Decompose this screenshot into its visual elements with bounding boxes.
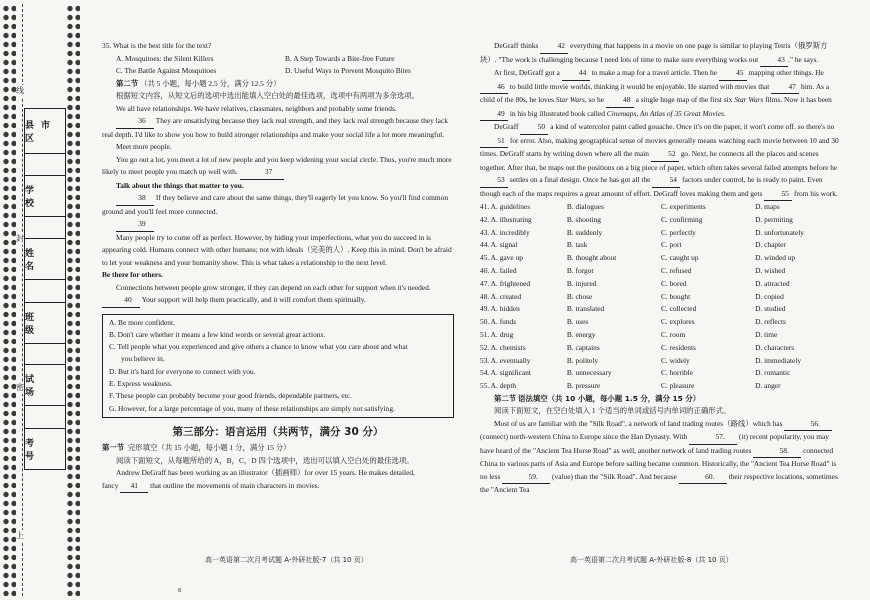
- paragraph-text: settles on a final design. Once he has got all the: [509, 175, 651, 184]
- left-column: [102, 40, 454, 493]
- info-box-exam-number[interactable]: [24, 428, 66, 470]
- answer-option[interactable]: C. confirming: [660, 214, 703, 224]
- box-option: you believe in.: [121, 354, 165, 364]
- blank-53[interactable]: 53: [480, 174, 508, 188]
- section-score: 完形填空（共 15 小题，每小题 1 分，满分 15 分）: [127, 443, 291, 453]
- answer-option[interactable]: B. pressure: [566, 381, 601, 391]
- question-35-options: [102, 53, 454, 78]
- question-35-stem: 35. What is the best title for the text?: [102, 41, 212, 50]
- cloze-paragraph: [480, 121, 842, 201]
- blank-50[interactable]: 50: [520, 121, 548, 135]
- blank-59[interactable]: 59.: [502, 471, 550, 485]
- answer-option[interactable]: D. unfortunately: [755, 227, 804, 237]
- answer-option[interactable]: B. translated: [566, 304, 605, 314]
- blank-57[interactable]: 57.: [689, 431, 737, 445]
- paragraph-text: , so he: [584, 95, 604, 104]
- answer-option[interactable]: C. bought: [660, 291, 691, 301]
- paragraph-text: (it) recent popularity, you may have heard of the "Ancient Tea Horse Road" as well, another network of land trading routes: [480, 432, 829, 455]
- blank-52[interactable]: 52: [651, 148, 679, 162]
- grammar-paragraph: [480, 418, 842, 497]
- paragraph-text: Most of us are familiar with the "Silk Road", a network of land trading routes（路线）which has: [494, 418, 783, 428]
- section-1-header: [102, 442, 454, 455]
- blank-47[interactable]: 47: [771, 81, 799, 95]
- answer-option[interactable]: C. residents: [660, 342, 696, 352]
- passage-paragraph: [102, 154, 454, 180]
- right-column: [480, 40, 842, 497]
- answer-option[interactable]: B. unnecessary: [566, 368, 612, 378]
- options-box: [102, 314, 454, 418]
- answer-option[interactable]: 43. A. incredibly: [480, 227, 530, 237]
- blank-49[interactable]: 49: [480, 108, 508, 122]
- passage-paragraph: [102, 192, 454, 218]
- answer-option[interactable]: 42. A. illustrating: [480, 214, 532, 224]
- info-label: 县市区: [25, 120, 58, 143]
- answer-option[interactable]: 45. A. gave up: [480, 253, 523, 263]
- passage-paragraph: [102, 480, 454, 494]
- box-option: E. Express weakness.: [109, 378, 173, 388]
- cut-word: 密: [16, 383, 24, 392]
- option-c[interactable]: C. The Battle Against Mosquitoes: [116, 66, 217, 75]
- page-footer-left: 高一英语第二次月考试题 A-外研社版-7（共 10 页）: [205, 556, 368, 564]
- answer-option[interactable]: B. captains: [566, 342, 600, 352]
- cut-word: 封: [16, 234, 24, 243]
- cloze-paragraph: [480, 40, 842, 67]
- answer-option[interactable]: B. injured: [566, 278, 597, 288]
- subheading: Talk about the things that matter to you.: [116, 180, 244, 190]
- answer-option[interactable]: 55. A. depth: [480, 381, 517, 391]
- answer-option[interactable]: D. time: [755, 329, 778, 339]
- box-option: D. But it's hard for everyone to connect with you.: [109, 366, 256, 376]
- answer-option[interactable]: D. romantic: [755, 368, 791, 378]
- blank-42[interactable]: 42: [540, 40, 568, 54]
- paragraph-text: ." he says.: [788, 54, 819, 64]
- answer-option[interactable]: D. characters: [755, 342, 795, 352]
- section-2-instructions: 根据短文内容，从短文后的选项中选出能填入空白处的最佳选项，选项中有两项为多余选项。: [116, 91, 420, 100]
- option-row: [480, 214, 842, 227]
- answer-option[interactable]: D. chapter: [755, 240, 786, 250]
- answer-option[interactable]: B. forgot: [566, 265, 594, 275]
- answer-option[interactable]: C. widely: [660, 355, 690, 365]
- answer-option[interactable]: C. pleasure: [660, 381, 695, 391]
- option-row: [480, 239, 842, 252]
- answer-option[interactable]: 47. A. frightened: [480, 278, 531, 288]
- option-row: [480, 265, 842, 278]
- answer-option[interactable]: D. wished: [755, 265, 786, 275]
- box-option: G. However, for a large percentage of you, many of these relationships are simply not satisfying.: [109, 403, 395, 413]
- paragraph-text: (value) than the "Silk Road". And because: [552, 471, 677, 481]
- paragraph-text: mapping other things. He: [748, 68, 824, 77]
- blank-38[interactable]: 38: [116, 192, 154, 206]
- grammar-instructions: 阅读下面短文，在空白处填入 1 个适当的单词或括号内单词的正确形式。: [494, 406, 731, 416]
- paragraph-text: factors under control, he is ready to paint. Even though each of the maps requires a great amount of effort. DeGraff loves making them and gets: [480, 175, 823, 198]
- box-option: A. Be more confident.: [109, 317, 175, 327]
- info-box-class[interactable]: [24, 302, 66, 344]
- option-row: [480, 278, 842, 291]
- answer-option[interactable]: C. perfectly: [660, 227, 696, 237]
- info-box-school[interactable]: [24, 175, 66, 217]
- blank-51[interactable]: 51: [480, 135, 508, 149]
- paragraph-text: Connections between people grow stronger, if they can depend on each other for support when it's needed.: [116, 282, 431, 292]
- paragraph-text: At first, DeGraff got a: [494, 68, 560, 77]
- answer-option[interactable]: 50. A. funds: [480, 317, 517, 327]
- book-title: Cinemaps, An Atlas of 35 Great Movies: [606, 108, 724, 118]
- perforation-dots-inner: [66, 4, 80, 596]
- paragraph-text: (connect) north-western China to Europe since the Han Dynasty. With: [480, 432, 688, 442]
- passage-paragraph: [102, 115, 454, 141]
- paragraph-text: You go out a lot, you meet a lot of new people and you keep widening your social circle. Thus, you're much more likely to meet people you match up well with.: [102, 154, 452, 176]
- option-row: [480, 380, 842, 393]
- answer-option[interactable]: 51. A. drug: [480, 329, 514, 339]
- blank-46[interactable]: 46: [480, 81, 508, 95]
- paragraph-text: Star Wars: [555, 95, 585, 104]
- answer-option[interactable]: 53. A. eventually: [480, 355, 531, 365]
- passage-paragraph: Many people try to come off as perfect. However, by hiding your imperfections, what you do succeed in is appearing cold. Humans connect with other humans; not with ideals（完美的人）. Keep this in mind. Don't be afraid to let your weakness and your humanity show. This is what takes a relationship to the next level.: [102, 232, 452, 267]
- blank-55[interactable]: 55: [764, 188, 792, 202]
- answer-option[interactable]: C. horrible: [660, 368, 694, 378]
- paragraph-text: everything that happens in a movie on one page is similar to playing Tetris（俄罗斯方块）. "The work is challenging because I need lots of time to make sure everything works out: [480, 41, 828, 64]
- paragraph-text: in his big illustrated book called: [509, 108, 605, 118]
- info-label: 考 号: [25, 438, 42, 461]
- perforation-dots-outer: [2, 4, 16, 596]
- paragraph-text: from his work.: [794, 188, 838, 198]
- section-score: （共 5 小题，每小题 2.5 分，满分 12.5 分）: [140, 78, 281, 88]
- answer-option[interactable]: 44. A. signal: [480, 240, 518, 250]
- answer-option[interactable]: B. energy: [566, 329, 596, 339]
- paragraph-text: They are unsatisfying because they lack real strength, and they lack real strength because they lack real depth. I'd like to show you how to build stronger relationships and make your social life a lot more meaningful.: [102, 116, 448, 139]
- answer-option[interactable]: D. permiting: [755, 214, 793, 224]
- blank-37[interactable]: 37: [240, 166, 284, 180]
- paragraph-text: for error. Also, making geographical sense of movies generally means watching each movie between 10 and 30 times. DeGraff starts by writing down where all the main: [480, 135, 839, 158]
- paragraph-text: a single huge map of the first six: [635, 95, 733, 104]
- answer-option[interactable]: B. task: [566, 240, 588, 250]
- answer-option[interactable]: B. thought about: [566, 253, 617, 263]
- answer-option[interactable]: B. suddenly: [566, 227, 603, 237]
- paragraph-text: DeGraff: [494, 122, 519, 131]
- answer-option[interactable]: 49. A. hidden: [480, 304, 520, 314]
- info-box-exam-room[interactable]: [24, 364, 66, 406]
- binding-margin: [0, 0, 80, 600]
- option-row: [480, 252, 842, 265]
- option-row: [480, 329, 842, 342]
- cloze-options: [480, 201, 842, 393]
- section-1-instructions: 阅读下面短文，从每题所给的 A，B，C，D 四个选项中，选出可以填入空白处的最佳选项。: [116, 455, 414, 465]
- paragraph-text: DeGraff thinks: [494, 41, 539, 50]
- option-row: [480, 342, 842, 355]
- info-label: 姓 名: [25, 248, 42, 271]
- paragraph-text: Your support will help them practically, and it will comfort them spiritually.: [141, 295, 366, 304]
- answer-option[interactable]: B. chose: [566, 291, 593, 301]
- info-box-name[interactable]: [24, 238, 66, 280]
- answer-option[interactable]: 48. A. created: [480, 291, 522, 301]
- blank-48[interactable]: 48: [606, 94, 634, 108]
- blank-54[interactable]: 54: [652, 174, 680, 188]
- answer-option[interactable]: 41. A. guidelines: [480, 202, 531, 211]
- passage-paragraph: [102, 218, 454, 232]
- answer-option[interactable]: C. collected: [660, 304, 697, 314]
- answer-option[interactable]: D. winded up: [755, 253, 796, 263]
- cut-word: 线: [16, 86, 24, 95]
- paragraph-text: films. Now it has been: [765, 95, 832, 104]
- paragraph-text: fancy: [102, 480, 119, 490]
- answer-option[interactable]: 54. A. significant: [480, 368, 531, 378]
- answer-option[interactable]: D. copied: [755, 291, 784, 301]
- answer-option[interactable]: B. shooting: [566, 214, 601, 224]
- section-2-header: [102, 78, 454, 91]
- answer-option[interactable]: C. caught up: [660, 253, 699, 263]
- answer-option[interactable]: D. anger: [755, 381, 781, 391]
- subheading: Be there for others.: [102, 270, 163, 279]
- blank-40[interactable]: 40: [102, 294, 140, 308]
- paragraph-text: him. As a child of the 80s, he loves: [480, 81, 830, 104]
- page-mark: 8: [178, 588, 181, 594]
- option-row: [480, 355, 842, 368]
- answer-option[interactable]: 52. A. chemists: [480, 342, 526, 352]
- blank-58[interactable]: 58.: [753, 445, 801, 459]
- blank-44[interactable]: 44: [562, 67, 590, 81]
- page-footer-right: 高一英语第二次月考试题 A-外研社版-8（共 10 页）: [570, 556, 733, 564]
- answer-option[interactable]: D. immediately: [755, 355, 802, 365]
- paragraph-text: go. Next, he connects all the places and scenes together. After that, he maps out the positions on a big piece of paper, which often takes several failed attempts before he: [480, 149, 838, 172]
- option-row: [480, 201, 842, 214]
- paragraph-text: that outline the movements of main characters in movies.: [150, 480, 320, 490]
- cut-word: 上: [16, 531, 24, 540]
- box-option: F. These people can probably become your good friends, dependable partners, etc.: [109, 391, 352, 401]
- cloze-paragraph: At first, DeGraff got a 44 to make a map for a travel article. Then he 45 mapping other things. He 46 to build little movie worlds, thinking it would be enjoyable. He started with movies that 47 him. As a child of the 80s, he loves Star Wars, so he 48 a single huge map of the first six Star Wars films. Now it has been 49 in his big illustrated book called Cinemaps, An Atlas of 35 Great Movies.: [480, 67, 842, 121]
- answer-option[interactable]: B. uses: [566, 317, 589, 327]
- info-label: 学 校: [25, 185, 42, 208]
- answer-option[interactable]: D. studied: [755, 304, 786, 314]
- section-title: 第二节: [494, 393, 517, 403]
- option-d[interactable]: D. Useful Ways to Prevent Mosquito Bites: [285, 66, 411, 75]
- blank-43[interactable]: 43: [760, 54, 788, 68]
- answer-option[interactable]: B. dialogues: [566, 202, 604, 211]
- paragraph-text: connected China to various parts of Asia and Europe before sailing became common. Historically, the "Ancient Tea Horse Road" is no less: [480, 445, 837, 481]
- blank-60[interactable]: 60.: [679, 471, 727, 485]
- box-option: C. Tell people what you experienced and give others a chance to know what you care about and what: [109, 342, 408, 352]
- section-score: 语法填空（共 10 小题，每小题 1.5 分，满分 15 分）: [518, 393, 701, 403]
- answer-option[interactable]: C. bored: [660, 278, 687, 288]
- section-title: 第二节: [116, 78, 139, 88]
- info-label: 试 场: [25, 374, 42, 397]
- section-title: 第一节: [102, 443, 125, 453]
- answer-option[interactable]: C. port: [660, 240, 682, 250]
- paragraph-text: Star Wars: [734, 95, 764, 104]
- answer-option[interactable]: D. attracted: [755, 278, 790, 288]
- answer-option[interactable]: D. reflects: [755, 317, 786, 327]
- info-box-county[interactable]: [24, 108, 66, 154]
- option-a[interactable]: A. Mosquitoes: the Silent Killers: [116, 53, 214, 63]
- answer-option[interactable]: C. room: [660, 329, 686, 339]
- box-option: B. Don't care whether it means a few kind words or several great actions.: [109, 329, 326, 339]
- option-row: [480, 303, 842, 316]
- grammar-section-header: [480, 393, 842, 406]
- blank-36[interactable]: 36: [116, 115, 154, 129]
- blank-41[interactable]: 41: [120, 480, 148, 494]
- passage-paragraph: We all have relationships. We have relatives, classmates, neighbors and probably some friends.: [116, 103, 397, 113]
- paragraph-text: to make a map for a travel article. Then he: [591, 68, 717, 77]
- option-row: [480, 291, 842, 304]
- option-row: [480, 367, 842, 380]
- part-3-title: 第三部分：语言运用（共两节，满分 30 分）: [172, 425, 384, 438]
- answer-option[interactable]: C. refused: [660, 265, 692, 275]
- info-label: 班 级: [25, 312, 42, 335]
- answer-option[interactable]: 46. A. failed: [480, 265, 517, 275]
- answer-option[interactable]: D. maps: [755, 202, 780, 211]
- option-row: [480, 316, 842, 329]
- option-row: [480, 227, 842, 240]
- blank-56[interactable]: 56.: [784, 418, 832, 432]
- paragraph-text: If they believe and care about the same things, they'll eagerly let you know. So you'll find common ground and you'll feel more connected.: [102, 193, 449, 216]
- paragraph-text: their respective locations, sometimes the "Ancient Tea: [480, 471, 838, 495]
- option-b[interactable]: B. A Step Towards a Bite-free Future: [285, 53, 395, 63]
- blank-39[interactable]: 39: [116, 218, 154, 232]
- answer-option[interactable]: C. experiments: [660, 202, 706, 211]
- subheading: Meet more people.: [116, 142, 172, 151]
- paragraph-text: a kind of watercolor paint called gouache. Once it's on the paper, it won't come off. so there's no: [550, 122, 835, 131]
- passage-paragraph: [102, 282, 454, 308]
- passage-paragraph: Andrew DeGraff has been working as an illustrator（插画师）for over 15 years. He makes detailed,: [116, 468, 415, 478]
- answer-option[interactable]: B. politely: [566, 355, 599, 365]
- answer-option[interactable]: C. explores: [660, 317, 695, 327]
- blank-45[interactable]: 45: [719, 67, 747, 81]
- paragraph-text: to build little movie worlds, thinking it would be enjoyable. He started with movies that: [509, 81, 770, 91]
